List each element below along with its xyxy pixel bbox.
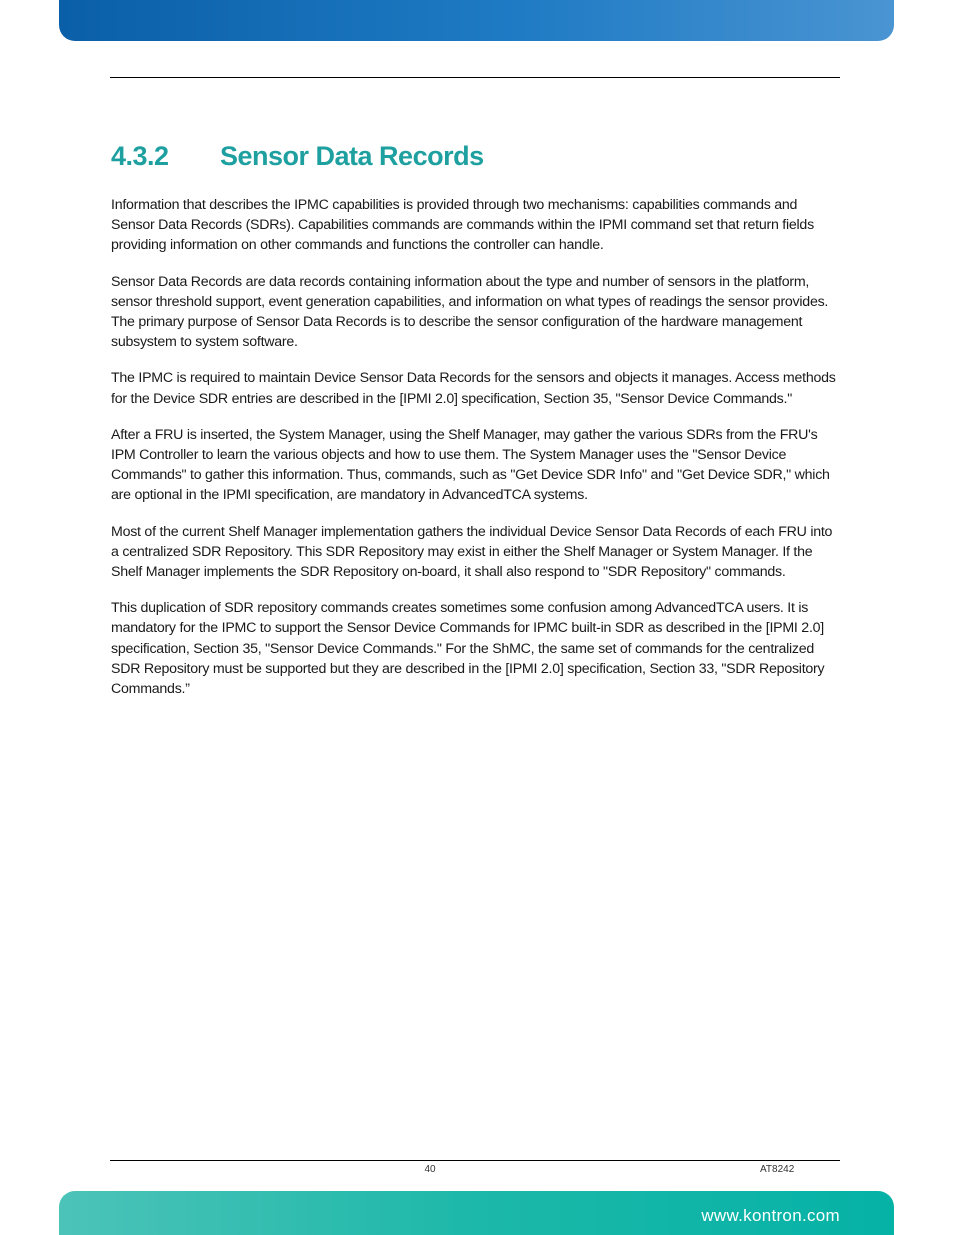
paragraph: Most of the current Shelf Manager implementation gathers the individual Device Sensor Data Records of each FRU into a centralized SDR Repository. This SDR Repository may exist in either the Shelf Manager or System Manager. If the Shelf Manager implements the SDR Repository on-board, it shall also respond to "SDR Repository" commands. xyxy=(111,523,833,581)
section-number: 4.3.2 xyxy=(111,141,169,171)
website-url[interactable]: www.kontron.com xyxy=(701,1206,840,1225)
paragraph: Information that describes the IPMC capabilities is provided through two mechanisms: capabilities commands and Sensor Data Records (SDRs). Capabilities commands are commands within the IPMI command set that return fields providing information on other commands and functions the controller can handle. xyxy=(111,197,814,254)
paragraph: The IPMC is required to maintain Device Sensor Data Records for the sensors and objects it manages. Access methods for the Device SDR entries are described in the [IPMI 2.0] specification, Section 35, "Sensor Device Commands." xyxy=(111,370,836,407)
paragraph: Sensor Data Records are data records containing information about the type and number of sensors in the platform, sensor threshold support, event generation capabilities, and information on what types of readings the sensor provides. The primary purpose of Sensor Data Records is to describe the sensor configuration of the hardware management subsystem to system software. xyxy=(111,273,829,351)
body-text xyxy=(111,195,843,715)
paragraph: After a FRU is inserted, the System Manager, using the Shelf Manager, may gather the various SDRs from the FRU's IPM Controller to learn the various objects and how to use them. The System Manager uses the "Sensor Device Commands" to gather this information. Thus, commands, such as "Get Device SDR Info" and "Get Device SDR," which are optional in the IPMI specification, are mandatory in AdvancedTCA systems. xyxy=(111,426,830,504)
bottom-banner xyxy=(59,1191,894,1235)
header-rule xyxy=(110,77,840,78)
document-id: AT8242 xyxy=(760,1164,795,1175)
page-number: 40 xyxy=(424,1164,436,1175)
top-banner xyxy=(59,0,894,41)
paragraph: This duplication of SDR repository commands creates sometimes some confusion among AdvancedTCA users. It is mandatory for the IPMC to support the Sensor Device Commands for IPMC built-in SDR as described in the [IPMI 2.0] specification, Section 35, "Sensor Device Commands." For the ShMC, the same set of commands for the centralized SDR Repository must be supported but they are described in the [IPMI 2.0] specification, Section 33, "SDR Repository Commands.” xyxy=(111,600,825,698)
section-heading xyxy=(111,141,484,172)
footer-rule xyxy=(110,1160,840,1161)
section-title: Sensor Data Records xyxy=(220,141,484,171)
